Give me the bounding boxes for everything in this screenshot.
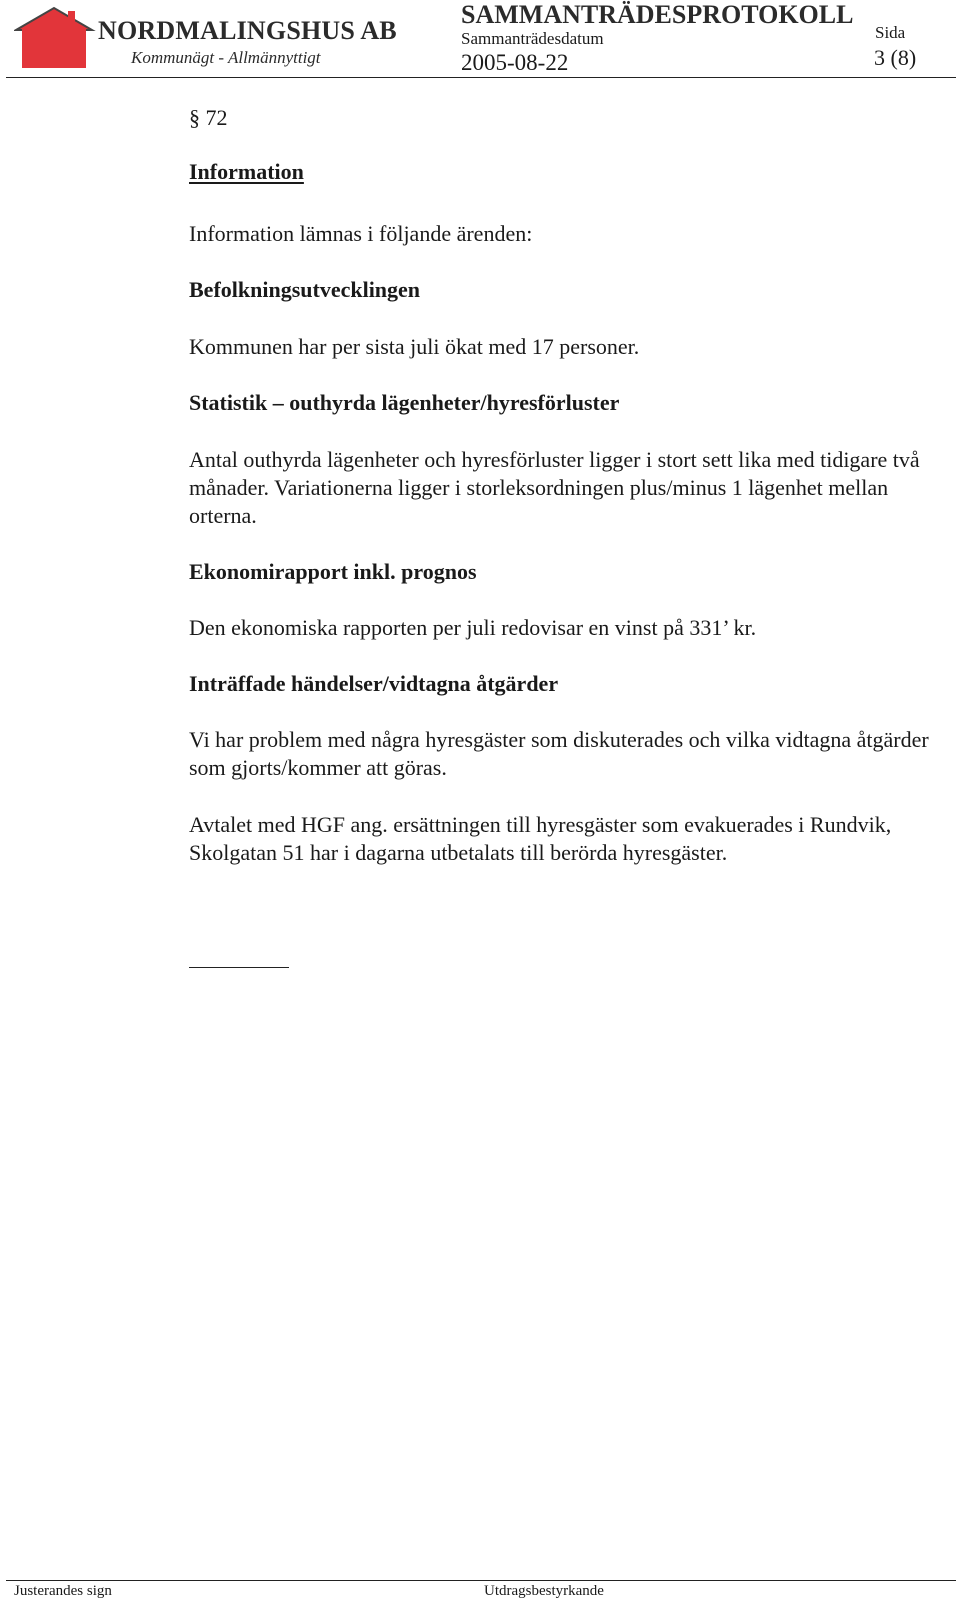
footer-divider (6, 1580, 956, 1581)
company-tagline: Kommunägt - Allmännyttigt (131, 48, 321, 67)
section-number: § 72 (189, 105, 228, 130)
item-text-events-2: Avtalet med HGF ang. ersättningen till hyresgäster som evakuerades i Rundvik, Skolgatan 51 har i dagarna utbetalats till berörda hyresgäster. (189, 812, 892, 865)
item-text-economy: Den ekonomiska rapporten per juli redovisar en vinst på 331’ kr. (189, 615, 757, 640)
meeting-date: 2005-08-22 (461, 50, 569, 75)
intro-text: Information lämnas i följande ärenden: (189, 221, 533, 246)
house-logo-icon (14, 6, 104, 72)
footer-sign-label: Justerandes sign (14, 1583, 112, 1599)
item-heading-economy: Ekonomirapport inkl. prognos (189, 559, 477, 584)
company-name: NORDMALINGSHUS AB (98, 16, 397, 45)
item-heading-statistics: Statistik – outhyrda lägenheter/hyresförluster (189, 390, 620, 415)
meeting-date-label: Sammanträdesdatum (461, 29, 604, 48)
item-heading-population: Befolkningsutvecklingen (189, 277, 421, 302)
item-text-events-1: Vi har problem med några hyresgäster som diskuterades och vilka vidtagna åtgärder som gjorts/kommer att göras. (189, 727, 929, 780)
section-title: Information (189, 159, 304, 184)
footer-certification-label: Utdragsbestyrkande (484, 1583, 604, 1599)
item-text-statistics: Antal outhyrda lägenheter och hyresförluster ligger i stort sett lika med tidigare två månader. Variationerna ligger i storleksordningen plus/minus 1 lägenhet mellan orterna. (189, 447, 920, 528)
item-heading-events: Inträffade händelser/vidtagna åtgärder (189, 671, 559, 696)
header-divider (6, 77, 956, 78)
document-type: SAMMANTRÄDESPROTOKOLL (461, 0, 854, 29)
page-number: 3 (8) (874, 45, 917, 70)
item-text-population: Kommunen har per sista juli ökat med 17 personer. (189, 334, 640, 359)
page-label: Sida (875, 23, 906, 42)
end-of-section-line (189, 967, 289, 968)
